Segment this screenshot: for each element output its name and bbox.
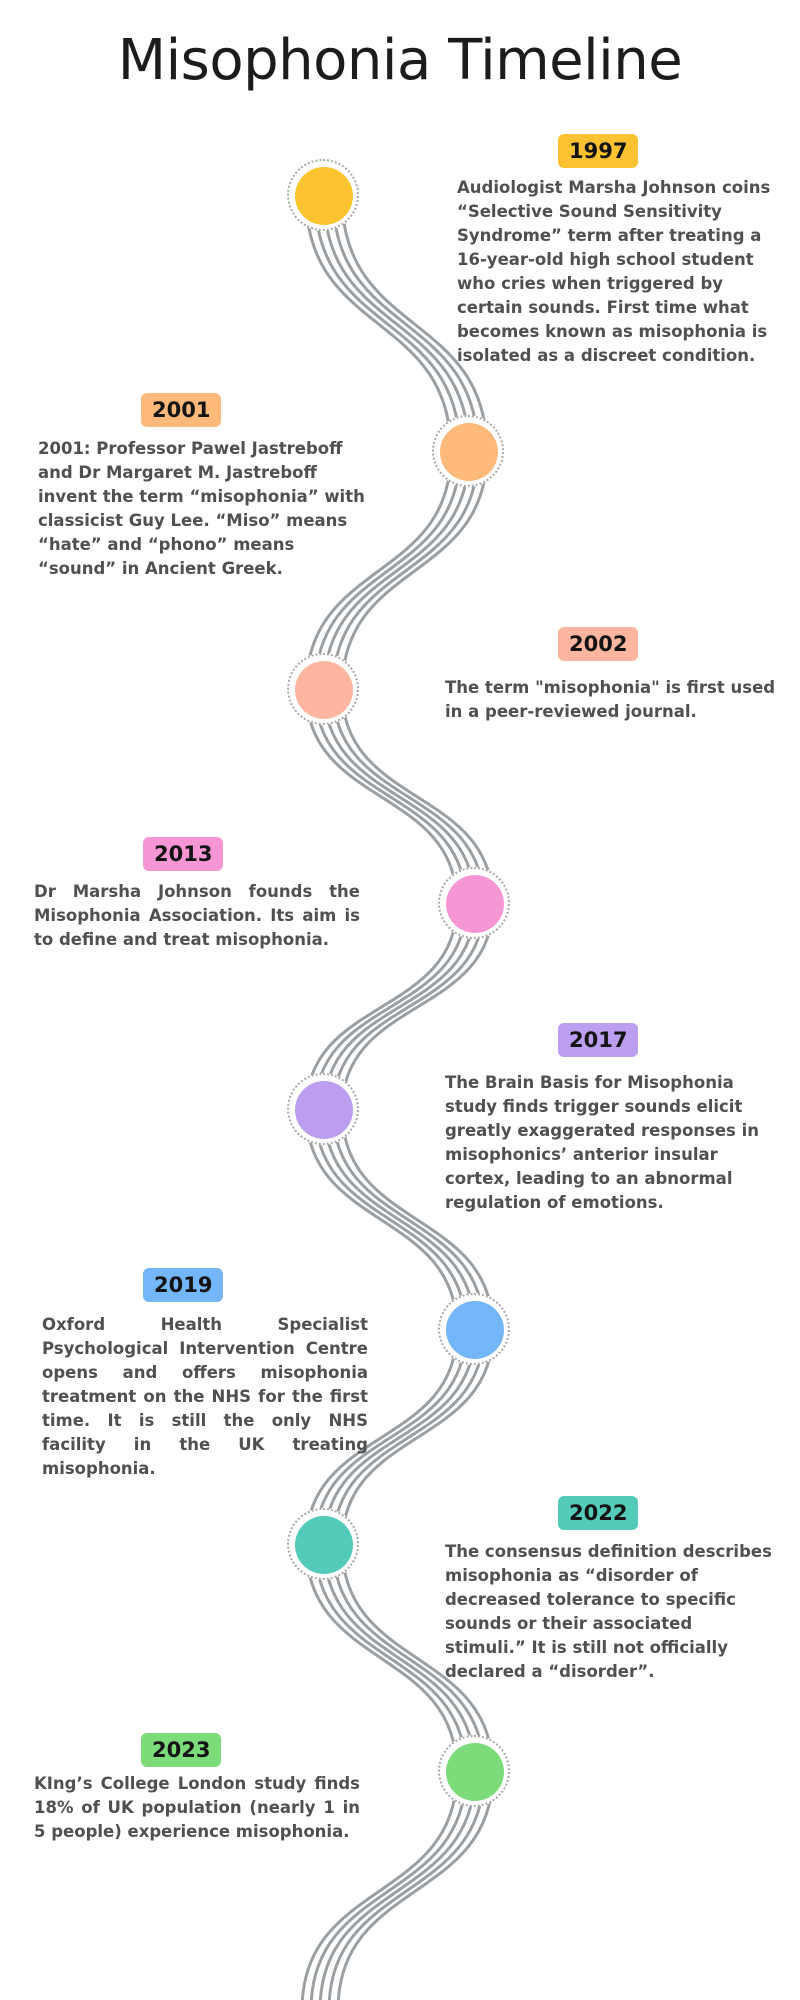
year-badge-1997: 1997 [558,134,638,168]
timeline-node-2017 [295,1081,353,1139]
year-badge-2002: 2002 [558,627,638,661]
year-badge-2022: 2022 [558,1496,638,1530]
timeline-node-2013 [446,875,504,933]
event-text-2022: The consensus definition describes misophonia as “disorder of decreased tolerance to specific sounds or their associated stimuli.” It is still not officially declared a “disorder”. [445,1542,772,1681]
year-badge-2019: 2019 [143,1268,223,1302]
event-text-2019: Oxford Health Specialist Psychological Intervention Centre opens and offers misophonia treatment on the NHS for the first time. It is still the only NHS facility in the UK treating misophonia. [42,1315,368,1478]
year-badge-2023: 2023 [141,1733,221,1767]
year-badge-2001: 2001 [141,393,221,427]
timeline-node-2019 [446,1301,504,1359]
event-text-2002: The term "misophonia" is first used in a peer-reviewed journal. [445,678,776,721]
timeline-node-1997 [295,167,353,225]
event-text-2023: KIng’s College London study finds 18% of UK population (nearly 1 in 5 people) experience misophonia. [34,1774,360,1841]
event-text-2017: The Brain Basis for Misophonia study finds trigger sounds elicit greatly exaggerated responses in misophonics’ anterior insular cortex, leading to an abnormal regulation of emotions. [445,1073,760,1212]
event-text-1997: Audiologist Marsha Johnson coins “Selective Sound Sensitivity Syndrome” term after treating a 16-year-old high school student who cries when triggered by certain sounds. First time what becomes known as misophonia is isolated as a discreet condition. [457,178,771,365]
page-title: Misophonia Timeline [117,28,683,93]
year-badge-2017: 2017 [558,1023,638,1057]
timeline-node-2023 [446,1743,504,1801]
year-badge-2013: 2013 [143,837,223,871]
event-text-2001: 2001: Professor Pawel Jastreboff and Dr Margaret M. Jastreboff invent the term “misophonia” with classicist Guy Lee. “Miso” means “hate” and “phono” means “sound” in Ancient Greek. [38,439,365,578]
timeline-node-2001 [440,423,498,481]
timeline-node-2022 [295,1516,353,1574]
timeline-node-2002 [295,661,353,719]
event-text-2013: Dr Marsha Johnson founds the Misophonia Association. Its aim is to define and treat misophonia. [34,882,360,949]
